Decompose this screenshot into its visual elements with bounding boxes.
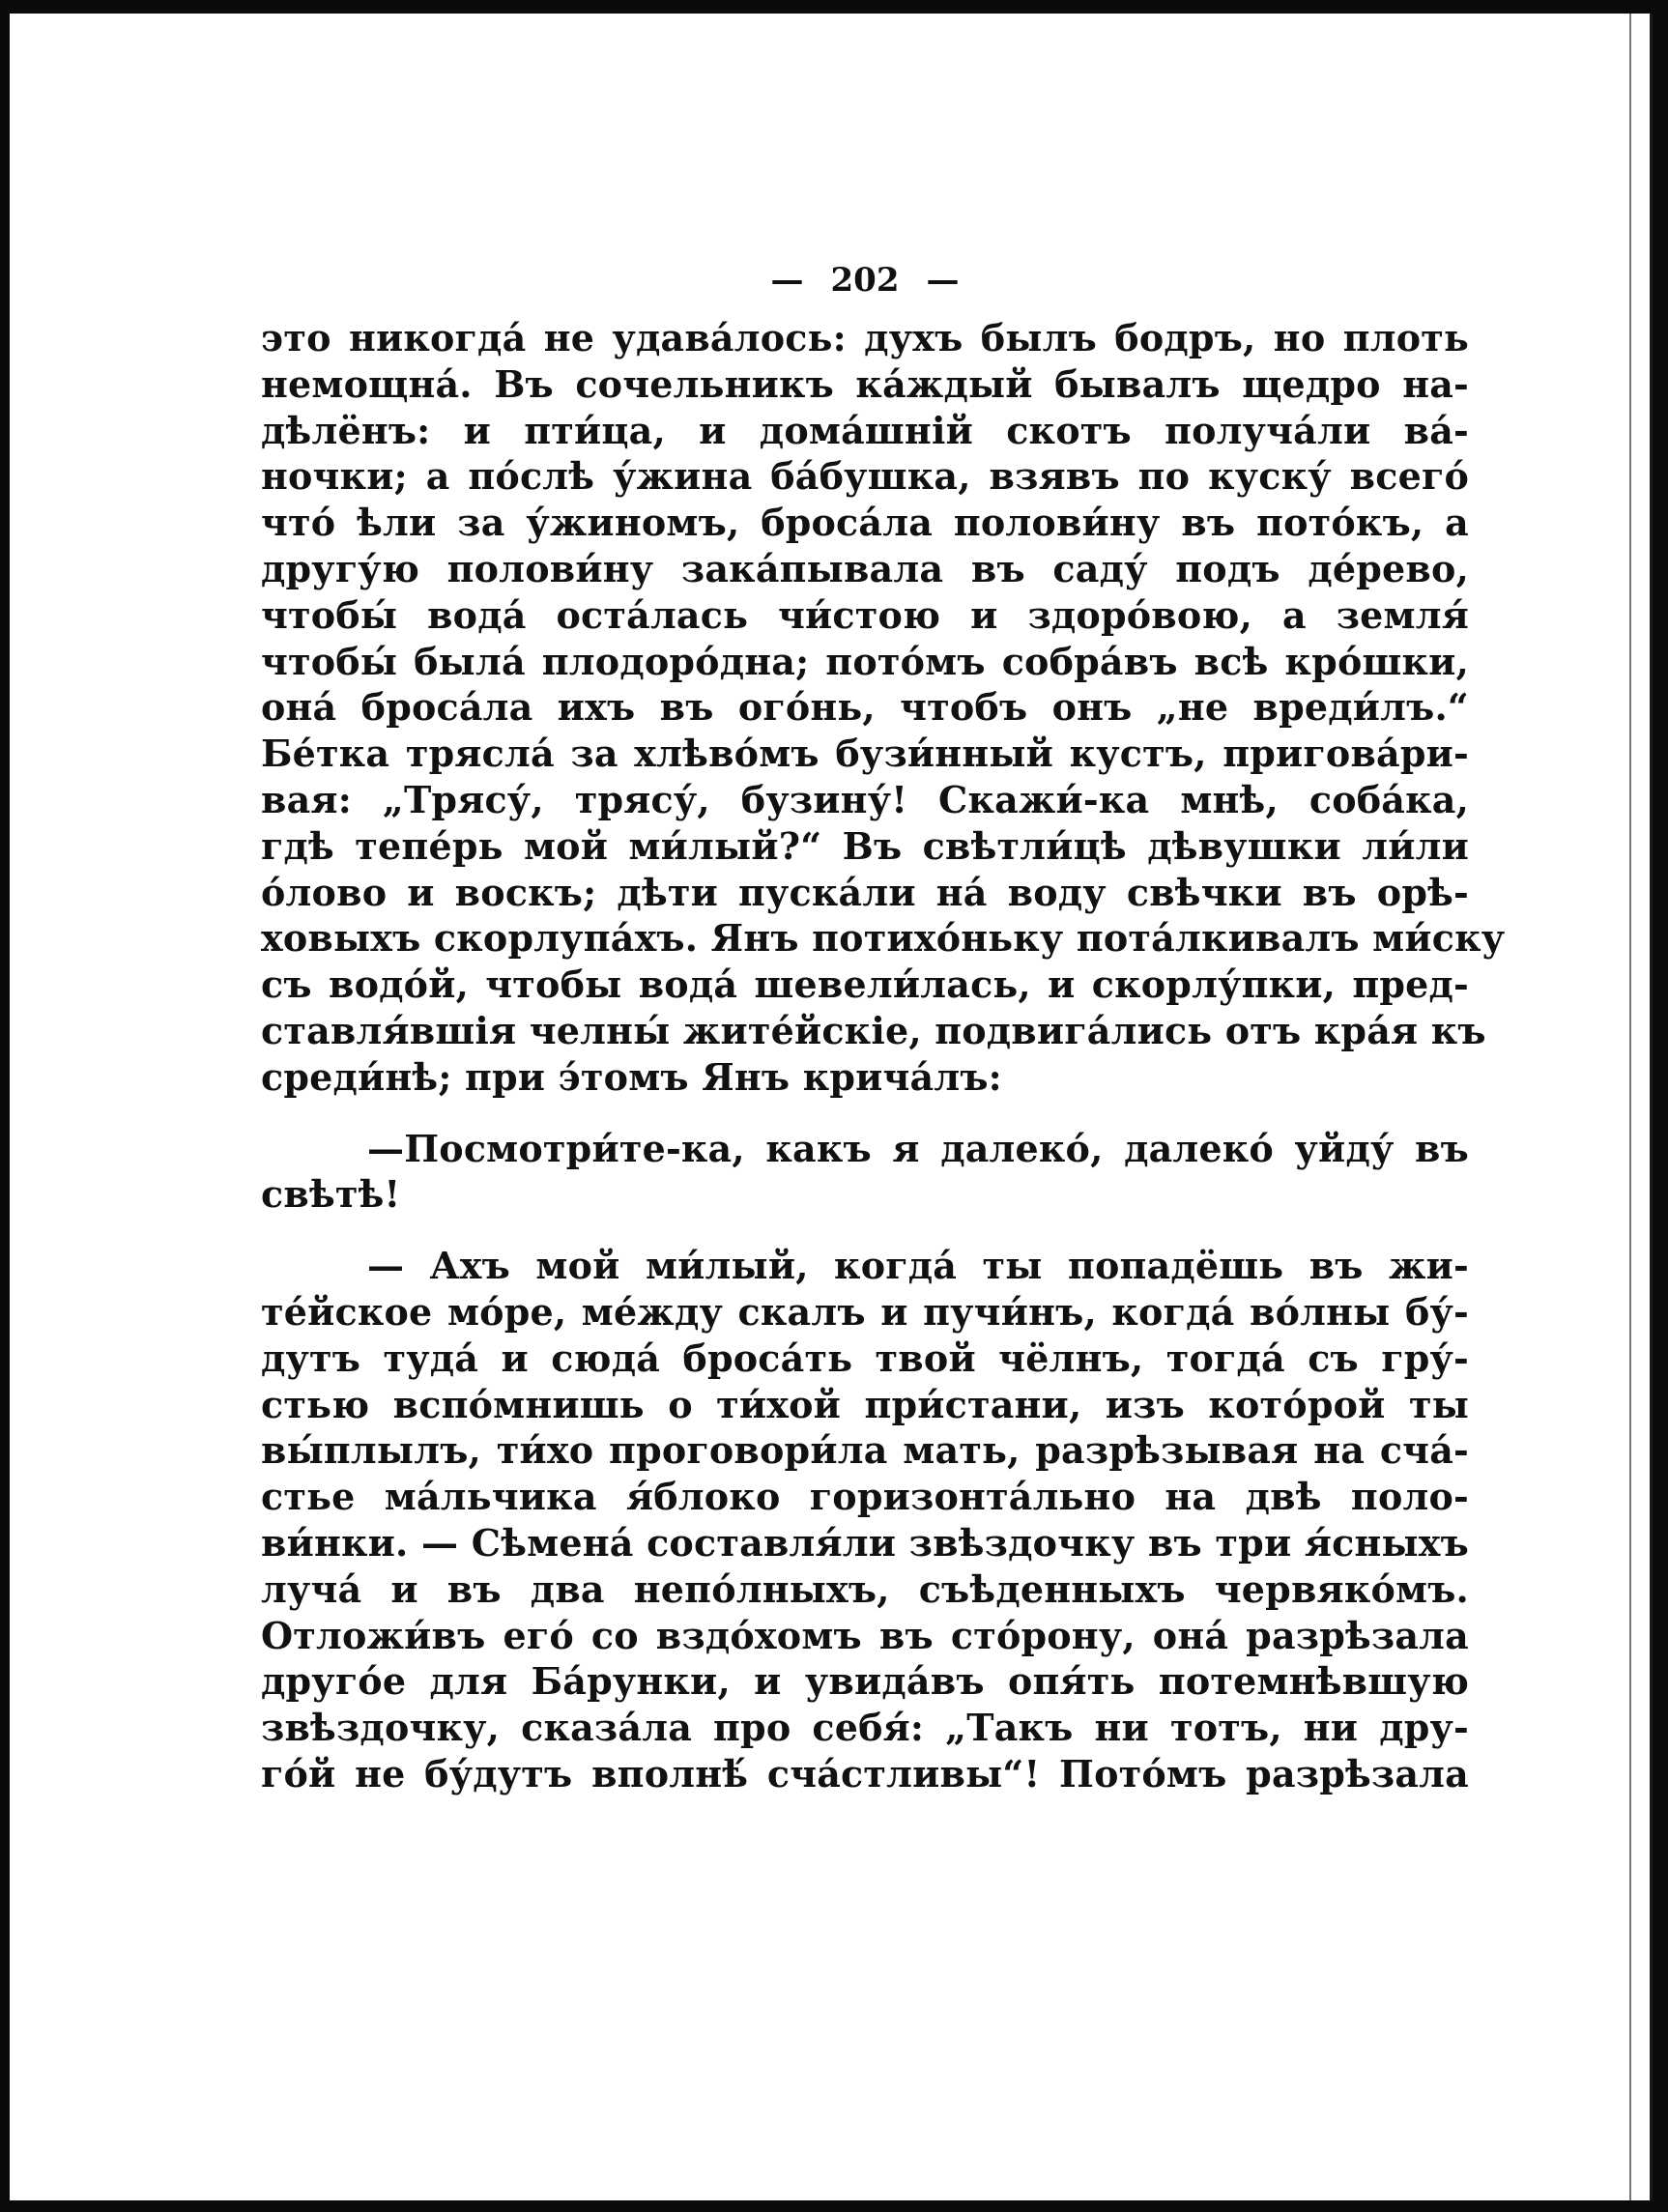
paragraph-gap: [261, 1101, 1469, 1126]
page-number-dash-right: —: [926, 261, 960, 300]
page-edge-line: [1650, 14, 1653, 2200]
text-line: чтобы́ вода́ оста́лась чи́стою и здоро́вою, а земля́: [261, 592, 1469, 637]
page-content: [261, 253, 1506, 1797]
text-line: дѣлёнъ: и пти́ца, и дома́шній скотъ получа́ли ва́-: [261, 408, 1469, 452]
text-line: вы́плылъ, ти́хо проговори́ла мать, разрѣзывая на сча́-: [261, 1428, 1469, 1473]
text-line: стье ма́льчика я́блоко горизонта́льно на двѣ поло-: [261, 1475, 1469, 1519]
text-line: она́ броса́ла ихъ въ ого́нь, чтобъ онъ „не вреди́лъ.“: [261, 685, 1469, 730]
page-number-header: [261, 253, 1469, 307]
text-line: съ водо́й, чтобы вода́ шевели́лась, и скорлу́пки, пред-: [261, 962, 1469, 1007]
text-line: среди́нѣ; при э́томъ Янъ крича́лъ:: [261, 1054, 1002, 1099]
text-line: ночки; а по́слѣ у́жина ба́бушка, взявъ по куску́ всего́: [261, 454, 1469, 499]
text-line: ви́нки. — Сѣмена́ составля́ли звѣздочку въ три я́сныхъ: [261, 1520, 1469, 1565]
paragraph-2: [261, 1126, 1469, 1219]
text-line: луча́ и въ два непо́лныхъ, съѣденныхъ червяко́мъ.: [261, 1566, 1469, 1611]
text-line: дутъ туда́ и сюда́ броса́ть твой чёлнъ, тогда́ съ гру́-: [261, 1336, 1469, 1380]
text-line: те́йское мо́ре, ме́жду скалъ и пучи́нъ, когда́ во́лны бу́-: [261, 1289, 1469, 1334]
page-edge-shadow: [1629, 14, 1631, 2200]
paragraph-gap: [261, 1218, 1469, 1243]
text-line: Бе́тка трясла́ за хлѣво́мъ бузи́нный кустъ, пригова́ри-: [261, 732, 1469, 776]
text-line: Отложи́въ его́ со вздо́хомъ въ сто́рону, она́ разрѣзала: [261, 1613, 1469, 1657]
text-line: го́й не бу́дутъ вполнѣ́ сча́стливы“! Пото́мъ разрѣзала: [261, 1751, 1469, 1795]
text-line: ставля́вшія челны́ жите́йскіе, подвига́лись отъ кра́я къ: [261, 1008, 1486, 1052]
text-line: ховыхъ скорлупа́хъ. Янъ потихо́ньку пота́лкивалъ ми́ску: [261, 916, 1506, 961]
page-number: 202: [830, 261, 900, 300]
text-line: вая: „Трясу́, трясу́, бузину́! Скажи́-ка мнѣ, соба́ка,: [261, 777, 1469, 821]
page-number-dash-left: —: [770, 261, 804, 300]
text-line: о́лово и воскъ; дѣти пуска́ли на́ воду свѣчки въ орѣ-: [261, 870, 1469, 914]
text-line: другу́ю полови́ну зака́пывала въ саду́ подъ де́рево,: [261, 546, 1469, 590]
text-line: друго́е для Ба́рунки, и увида́въ опя́ть потемнѣвшую: [261, 1659, 1469, 1704]
text-line: стью вспо́мнишь о ти́хой при́стани, изъ кото́рой ты: [261, 1382, 1469, 1426]
text-line: свѣтѣ!: [261, 1172, 401, 1217]
text-line: чтобы́ была́ плодоро́дна; пото́мъ собра́въ всѣ кро́шки,: [261, 639, 1469, 683]
text-line: звѣздочку, сказа́ла про себя́: „Такъ ни тотъ, ни дру-: [261, 1706, 1469, 1750]
text-line: что́ ѣли за у́жиномъ, броса́ла полови́ну въ пото́къ, а: [261, 501, 1469, 545]
text-line: — Ахъ мой ми́лый, когда́ ты попадёшь въ жи-: [367, 1244, 1469, 1288]
paragraph-3: [261, 1243, 1469, 1797]
paragraph-1: [261, 315, 1506, 1101]
text-line: немощна́. Въ сочельникъ ка́ждый бывалъ щедро на-: [261, 361, 1469, 406]
text-line: это никогда́ не удава́лось: духъ былъ бодръ, но плоть: [261, 316, 1469, 359]
text-line: гдѣ тепе́рь мой ми́лый?“ Въ свѣтли́цѣ дѣвушки ли́ли: [261, 823, 1469, 868]
text-line: —Посмотри́те-ка, какъ я далеко́, далеко́ уйду́ въ: [367, 1126, 1469, 1170]
